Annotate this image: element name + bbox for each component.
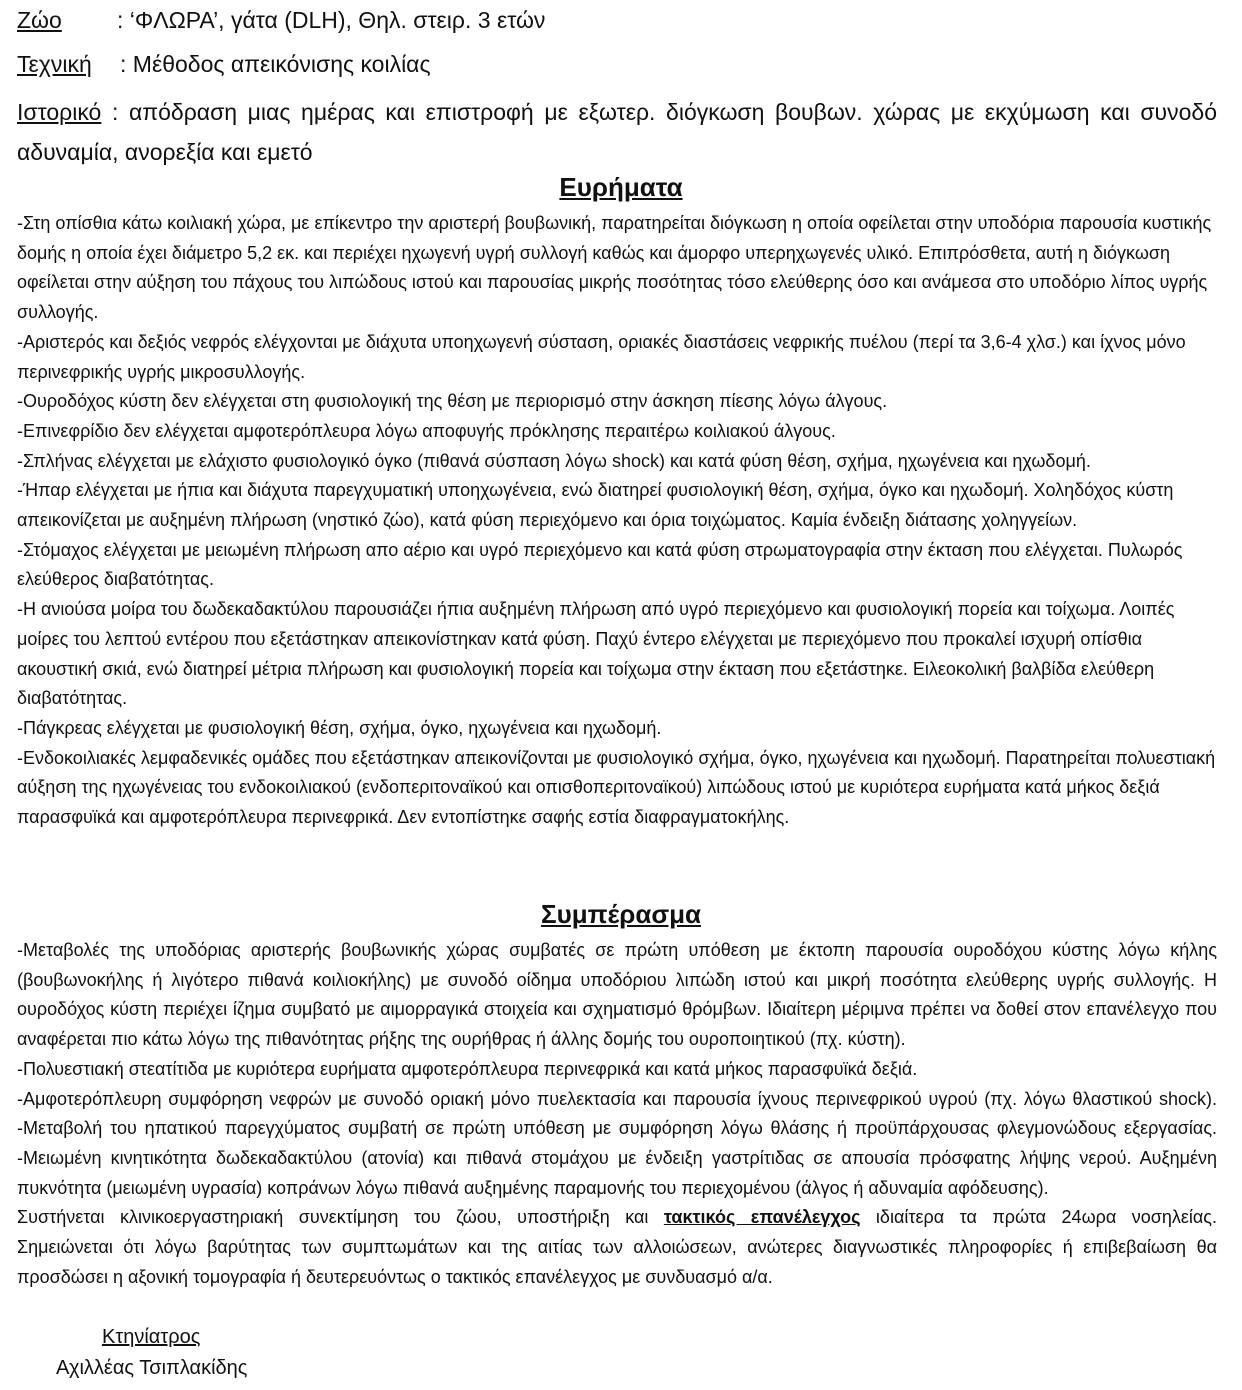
history-value: : απόδραση μιας ημέρας και επιστροφή με εξωτερ. διόγκωση βουβων. χώρας με εκχύμωση και συνοδό αδυναμία, ανορεξία και εμετό: [17, 99, 1217, 165]
conclusion-section: [17, 936, 1217, 1292]
finding-paragraph: -Ενδοκοιλιακές λεμφαδενικές ομάδες που εξετάστηκαν απεικονίζονται με φυσιολογικό σχήμα, όγκο, ηχωγένεια και ηχωδομή. Παρατηρείται πολυεστιακή αύξηση της ηχωγένειας του ενδοκοιλιακού (ενδοπεριτοναϊκού και οπισθοπεριτοναϊκού) λιπώδους ιστού με κυριότερα ευρήματα κατά μήκος δεξιά παρασφυϊκά και αμφοτερόπλευρα περινεφρικά. Δεν εντοπίστηκε σαφής εστία διαφραγματοκήλης.: [17, 747, 1216, 828]
finding-paragraph: -Η ανιούσα μοίρα του δωδεκαδακτύλου παρουσιάζει ήπια αυξημένη πλήρωση από υγρό περιεχόμενο και φυσιολογική πορεία και τοίχωμα. Λοιπές μοίρες του λεπτού εντέρου που εξετάστηκαν απεικονίστηκαν κατά φύση. Παχύ έντερο ελέγχεται με περιεχόμενο που προκαλεί ισχυρή οπίσθια ακουστική σκιά, ενώ διατηρεί μέτρια πλήρωση και φυσιολογική πορεία και τοίχωμα στην έκταση που εξετάστηκε. Ειλεοκολική βαλβίδα ελεύθερη διαβατότητας.: [17, 599, 1175, 709]
animal-value: : ‘ΦΛΩΡΑ’, γάτα (DLH), Θηλ. στειρ. 3 ετών: [117, 7, 546, 33]
conclusion-title: Συμπέρασμα: [540, 899, 702, 929]
finding-paragraph: -Αριστερός και δεξιός νεφρός ελέγχονται με διάχυτα υποηχωγενή σύσταση, οριακές διαστάσεις νεφρικής πυέλου (περί τα 3,6-4 χλσ.) και ίχνος μόνο περινεφρικής υγρής μικροσυλλογής.: [17, 331, 1186, 382]
signature-name: Αχιλλέας Τσιπλακίδης: [56, 1357, 248, 1379]
finding-paragraph: -Ουροδόχος κύστη δεν ελέγχεται στη φυσιολογική της θέση με περιορισμό στην άσκηση πίεσης λόγω άλγους.: [17, 391, 888, 412]
recommendation-text-after: ιδιαίτερα τα πρώτα 24ωρα νοσηλείας.: [860, 1207, 1217, 1228]
recommendation-paragraph: [17, 1203, 1217, 1233]
technique-value: : Μέθοδος απεικόνισης κοιλίας: [120, 51, 431, 77]
findings-title: Ευρήματα: [559, 172, 683, 202]
finding-paragraph: -Στόμαχος ελέγχεται με μειωμένη πλήρωση απο αέριο και υγρό περιεχόμενο και κατά φύση στρωματογραφία στην έκταση που ελέγχεται. Πυλωρός ελεύθερος διαβατότητας.: [17, 539, 1183, 590]
recommendation-text-before: Συστήνεται κλινικοεργαστηριακή συνεκτίμηση του ζώου, υποστήριξη και: [17, 1207, 664, 1228]
finding-paragraph: -Σπλήνας ελέγχεται με ελάχιστο φυσιολογικό όγκο (πιθανά σύσπαση λόγω shock) και κατά φύση θέση, σχήμα, ηχωγένεια και ηχωδομή.: [17, 450, 1091, 471]
signature-title: Κτηνίατρος: [102, 1326, 201, 1348]
findings-section: [17, 209, 1217, 833]
technique-row: [17, 50, 431, 78]
history-row: [17, 92, 1217, 172]
recommendation-emphasis: τακτικός επανέλεγχος: [663, 1207, 861, 1228]
finding-paragraph: -Πάγκρεας ελέγχεται με φυσιολογική θέση, σχήμα, όγκο, ηχωγένεια και ηχωδομή.: [17, 717, 662, 738]
finding-paragraph: -Ήπαρ ελέγχεται με ήπια και διάχυτα παρεγχυματική υποηχωγένεια, ενώ διατηρεί φυσιολογική θέση, σχήμα, όγκο και ηχωδομή. Χοληδόχος κύστη απεικονίζεται με αυξημένη πλήρωση (νηστικό ζώο), κατά φύση περιεχόμενο και όρια τοιχώματος. Καμία ένδειξη διάτασης χοληγγείων.: [17, 480, 1174, 531]
conclusion-paragraph: -Μεταβολές της υποδόριας αριστερής βουβωνικής χώρας συμβατές σε πρώτη υπόθεση με έκτοπη παρουσία ουροδόχου κύστης λόγω κήλης (βουβωνοκήλης ή λιγότερο πιθανά κοιλιοκήλης) με συνοδό οίδημα υποδόριου λιπώδη ιστού και μικρή ποσότητα ελεύθερης υγρής συλλογής. Η ουροδόχος κύστη περιέχει ίζημα συμβατό με αιμορραγικά στοιχεία και σχηματισμό θρόμβων. Ιδιαίτερη μέριμνα πρέπει να δοθεί στον επανέλεγχο που αναφέρεται πιο κάτω λόγω της πιθανότητας ρήξης της ουρήθρας ή άλλης δομής του ουροποιητικού (πχ. κύστη).: [17, 940, 1217, 1050]
finding-paragraph: -Επινεφρίδιο δεν ελέγχεται αμφοτερόπλευρα λόγω αποφυγής πρόκλησης περαιτέρω κοιλιακού άλγους.: [17, 420, 836, 441]
finding-paragraph: -Στη οπίσθια κάτω κοιλιακή χώρα, με επίκεντρο την αριστερή βουβωνική, παρατηρείται διόγκωση η οποία οφείλεται στην υποδόρια παρουσία κυστικής δομής η οποία έχει διάμετρο 5,2 εκ. και περιέχει ηχωγενή υγρή συλλογή καθώς και άμορφο υπερηχωγενές υλικό. Επιπρόσθετα, αυτή η διόγκωση οφείλεται στην αύξηση του πάχους του λιπώδους ιστού και παρουσίας μικρής ποσότητας τόσο ελεύθερης όσο και ανάμεσα στο υποδόριο λίπος υγρής συλλογής.: [17, 213, 1212, 323]
conclusion-paragraph: -Αμφοτερόπλευρη συμφόρηση νεφρών με συνοδό οριακή μόνο πυελεκτασία και παρουσία ίχνους περινεφρικού υγρού (πχ. λόγω θλαστικού shock). -Μεταβολή του ηπατικού παρεγχύματος συμβατή σε πρώτη υπόθεση με συμφόρηση λόγω θλάσης ή προϋπάρχουσας φλεγμονώδους εξεργασίας. -Μειωμένη κινητικότητα δωδεκαδακτύλου (ατονία) και πιθανά στομάχου με ένδειξη γαστρίτιδας σε απουσία πρόσφατης λήψης νερού. Αυξημένη πυκνότητα (μειωμένη υγρασία) κοπράνων λόγω πιθανά αυξημένης παραμονής του περιεχομένου (άλγος ή αδυναμία αφόδευσης).: [17, 1088, 1217, 1198]
note-paragraph: Σημειώνεται ότι λόγω βαρύτητας των συμπτωμάτων και της αιτίας των αλλοιώσεων, ανώτερες διαγνωστικές πληροφορίες ή επιβεβαίωση θα προσδώσει η αξονική τομογραφία ή δευτερευόντως ο τακτικός επανέλεγχος με συνδυασμό α/α.: [17, 1237, 1217, 1287]
animal-row: [17, 6, 546, 34]
conclusion-paragraph: -Πολυεστιακή στεατίτιδα με κυριότερα ευρήματα αμφοτερόπλευρα περινεφρικά και κατά μήκος παρασφυϊκά δεξιά.: [17, 1058, 918, 1079]
animal-label: Ζώο: [17, 7, 62, 33]
history-label: Ιστορικό: [17, 99, 102, 125]
technique-label: Τεχνική: [17, 51, 92, 77]
